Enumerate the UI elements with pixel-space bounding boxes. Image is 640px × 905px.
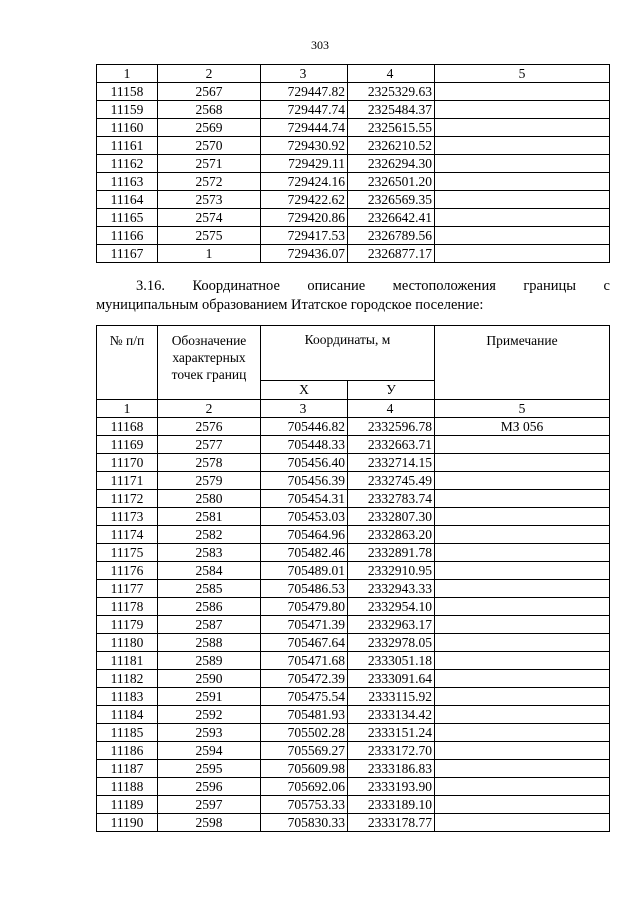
table-cell: 705489.01 — [261, 562, 348, 580]
table-cell — [435, 652, 610, 670]
table-cell: 2569 — [158, 119, 261, 137]
header-note: Примечание — [435, 326, 610, 400]
table-cell: 729417.53 — [261, 227, 348, 245]
table-cell: 11181 — [97, 652, 158, 670]
column-number-cell: 4 — [348, 65, 435, 83]
section-number: 3.16. — [136, 278, 165, 294]
table-cell — [435, 760, 610, 778]
table-cell: 705502.28 — [261, 724, 348, 742]
table-row — [97, 760, 610, 778]
table-cell: 2332863.20 — [348, 526, 435, 544]
table-cell: 2574 — [158, 209, 261, 227]
table-cell: 2332910.95 — [348, 562, 435, 580]
page-number: 303 — [311, 38, 329, 52]
table-cell: 2592 — [158, 706, 261, 724]
table-cell: 11189 — [97, 796, 158, 814]
table-cell: 2332943.33 — [348, 580, 435, 598]
header-y: У — [348, 381, 435, 400]
table-cell: 705454.31 — [261, 490, 348, 508]
table-cell: 11178 — [97, 598, 158, 616]
column-number-cell: 1 — [97, 400, 158, 418]
table-cell: 2325615.55 — [348, 119, 435, 137]
table-cell: 11172 — [97, 490, 158, 508]
table-cell: 2332663.71 — [348, 436, 435, 454]
table-cell: 729422.62 — [261, 191, 348, 209]
table-cell: 705456.40 — [261, 454, 348, 472]
table-cell — [435, 472, 610, 490]
table-cell: 11170 — [97, 454, 158, 472]
table-row — [97, 454, 610, 472]
table-row — [97, 580, 610, 598]
table-row — [97, 598, 610, 616]
table-row — [97, 742, 610, 760]
table-cell — [435, 562, 610, 580]
table-cell: 2332596.78 — [348, 418, 435, 436]
table-row — [97, 526, 610, 544]
table-cell — [435, 724, 610, 742]
header-x: Х — [261, 381, 348, 400]
table-cell — [435, 83, 610, 101]
table-cell: 2567 — [158, 83, 261, 101]
table-cell — [435, 544, 610, 562]
paragraph-word: с — [603, 278, 610, 294]
table-row — [97, 508, 610, 526]
table-cell: 2579 — [158, 472, 261, 490]
table-cell: 11173 — [97, 508, 158, 526]
table-cell: 2583 — [158, 544, 261, 562]
table-cell: 705830.33 — [261, 814, 348, 832]
table-cell: 2333189.10 — [348, 796, 435, 814]
table-cell — [435, 634, 610, 652]
table-cell: 11158 — [97, 83, 158, 101]
table-cell: 2590 — [158, 670, 261, 688]
column-number-cell: 3 — [261, 400, 348, 418]
table-row — [97, 418, 610, 436]
table-cell: 2333178.77 — [348, 814, 435, 832]
table-cell: 729430.92 — [261, 137, 348, 155]
table-cell: 2332745.49 — [348, 472, 435, 490]
table-cell: 11183 — [97, 688, 158, 706]
table-cell — [435, 436, 610, 454]
table-cell — [435, 209, 610, 227]
table-cell: 11186 — [97, 742, 158, 760]
table-cell: 2595 — [158, 760, 261, 778]
table-cell: 2578 — [158, 454, 261, 472]
column-number-row — [97, 65, 610, 83]
table-cell: 705481.93 — [261, 706, 348, 724]
table-cell: 2577 — [158, 436, 261, 454]
table-cell: 705453.03 — [261, 508, 348, 526]
table-cell — [435, 191, 610, 209]
table-cell: 2333186.83 — [348, 760, 435, 778]
table-cell — [435, 616, 610, 634]
table-row — [97, 119, 610, 137]
table-row — [97, 778, 610, 796]
table-cell: 11159 — [97, 101, 158, 119]
table-row — [97, 652, 610, 670]
table-cell: 11185 — [97, 724, 158, 742]
table-cell: 2591 — [158, 688, 261, 706]
table-cell: 11169 — [97, 436, 158, 454]
paragraph-word: Координатное — [192, 278, 280, 294]
column-number-cell: 3 — [261, 65, 348, 83]
table-cell — [435, 814, 610, 832]
table-cell: 2333115.92 — [348, 688, 435, 706]
table-row — [97, 796, 610, 814]
table-cell: 11180 — [97, 634, 158, 652]
table-cell: 2598 — [158, 814, 261, 832]
table-cell: 2332954.10 — [348, 598, 435, 616]
table-cell: 11177 — [97, 580, 158, 598]
table-cell: 2576 — [158, 418, 261, 436]
table-cell: 11165 — [97, 209, 158, 227]
column-number-cell: 2 — [158, 65, 261, 83]
table-cell: 2584 — [158, 562, 261, 580]
table-cell — [435, 173, 610, 191]
table-cell: 11168 — [97, 418, 158, 436]
table-row — [97, 173, 610, 191]
coordinates-table — [96, 325, 610, 832]
table-cell: 729444.74 — [261, 119, 348, 137]
table-cell — [435, 796, 610, 814]
table-cell: 1 — [158, 245, 261, 263]
table-cell: 705471.39 — [261, 616, 348, 634]
table-cell: 705482.46 — [261, 544, 348, 562]
table-cell: 2332963.17 — [348, 616, 435, 634]
table-cell: МЗ 056 — [435, 418, 610, 436]
table-cell — [435, 101, 610, 119]
table-cell — [435, 490, 610, 508]
table-row — [97, 472, 610, 490]
column-number-cell: 2 — [158, 400, 261, 418]
table-cell: 2326569.35 — [348, 191, 435, 209]
table-cell — [435, 155, 610, 173]
table-cell — [435, 706, 610, 724]
table-cell: 11166 — [97, 227, 158, 245]
paragraph-word: границы — [523, 278, 577, 294]
table-cell: 11162 — [97, 155, 158, 173]
table-cell: 2325329.63 — [348, 83, 435, 101]
paragraph-word: местоположения — [392, 278, 496, 294]
table-cell: 2332891.78 — [348, 544, 435, 562]
table-cell: 729436.07 — [261, 245, 348, 263]
table-cell: 705456.39 — [261, 472, 348, 490]
column-number-cell: 4 — [348, 400, 435, 418]
table-cell: 2572 — [158, 173, 261, 191]
table-cell: 11179 — [97, 616, 158, 634]
table-cell: 2333172.70 — [348, 742, 435, 760]
table-cell: 2332978.05 — [348, 634, 435, 652]
table-cell — [435, 742, 610, 760]
column-number-row — [97, 400, 610, 418]
table-cell: 2333134.42 — [348, 706, 435, 724]
header-coordinates: Координаты, м — [261, 326, 435, 381]
table-header — [97, 326, 610, 400]
table-cell: 2597 — [158, 796, 261, 814]
table-cell — [435, 688, 610, 706]
coordinates-table-continued — [96, 64, 610, 263]
table-cell: 729429.11 — [261, 155, 348, 173]
table-cell: 11188 — [97, 778, 158, 796]
table-cell: 2580 — [158, 490, 261, 508]
table-cell: 2332783.74 — [348, 490, 435, 508]
table-cell — [435, 778, 610, 796]
table-cell — [435, 508, 610, 526]
table-cell: 2326501.20 — [348, 173, 435, 191]
table-cell: 11182 — [97, 670, 158, 688]
table-cell: 2586 — [158, 598, 261, 616]
table-cell: 705569.27 — [261, 742, 348, 760]
table-row — [97, 634, 610, 652]
table-cell: 705446.82 — [261, 418, 348, 436]
column-number-cell: 5 — [435, 65, 610, 83]
header-num: № п/п — [97, 326, 158, 400]
table-cell: 2585 — [158, 580, 261, 598]
table-cell: 2587 — [158, 616, 261, 634]
table-cell: 729447.82 — [261, 83, 348, 101]
table-row — [97, 227, 610, 245]
table-row — [97, 191, 610, 209]
paragraph-word: описание — [307, 278, 366, 294]
table-cell: 2596 — [158, 778, 261, 796]
table-row — [97, 83, 610, 101]
table-cell: 2593 — [158, 724, 261, 742]
table-cell: 11161 — [97, 137, 158, 155]
table-cell: 705467.64 — [261, 634, 348, 652]
table-body — [97, 400, 610, 832]
table-cell: 705471.68 — [261, 652, 348, 670]
table-cell: 2326294.30 — [348, 155, 435, 173]
table-cell: 2333193.90 — [348, 778, 435, 796]
table-cell: 705692.06 — [261, 778, 348, 796]
table-cell: 705753.33 — [261, 796, 348, 814]
table-cell: 2333151.24 — [348, 724, 435, 742]
table-cell: 11171 — [97, 472, 158, 490]
table-cell: 729424.16 — [261, 173, 348, 191]
table-cell: 2333091.64 — [348, 670, 435, 688]
column-number-cell: 5 — [435, 400, 610, 418]
table-cell: 705464.96 — [261, 526, 348, 544]
table-cell — [435, 598, 610, 616]
table-cell: 11163 — [97, 173, 158, 191]
table-cell: 705609.98 — [261, 760, 348, 778]
table-cell: 11167 — [97, 245, 158, 263]
table-cell: 2582 — [158, 526, 261, 544]
table-cell — [435, 526, 610, 544]
table-row — [97, 688, 610, 706]
table-cell: 11176 — [97, 562, 158, 580]
paragraph-line-1 — [96, 277, 610, 296]
table-cell — [435, 580, 610, 598]
table-cell: 2326210.52 — [348, 137, 435, 155]
table-cell: 2326789.56 — [348, 227, 435, 245]
table-row — [97, 562, 610, 580]
table-row — [97, 436, 610, 454]
table-row — [97, 490, 610, 508]
table-cell: 2333051.18 — [348, 652, 435, 670]
table-cell — [435, 119, 610, 137]
table-row — [97, 137, 610, 155]
table-cell: 705475.54 — [261, 688, 348, 706]
table-cell: 11160 — [97, 119, 158, 137]
table-cell: 11187 — [97, 760, 158, 778]
table-cell — [435, 454, 610, 472]
table-row — [97, 706, 610, 724]
table-cell: 2332714.15 — [348, 454, 435, 472]
table-cell: 705486.53 — [261, 580, 348, 598]
table-row — [97, 209, 610, 227]
table-cell: 2568 — [158, 101, 261, 119]
table-cell — [435, 670, 610, 688]
table-cell: 2326877.17 — [348, 245, 435, 263]
header-designation: Обозначение характерных точек границ — [158, 326, 261, 400]
table-body — [97, 65, 610, 263]
table-cell — [435, 245, 610, 263]
table-row — [97, 155, 610, 173]
table-cell: 705479.80 — [261, 598, 348, 616]
column-number-cell: 1 — [97, 65, 158, 83]
table-cell: 11175 — [97, 544, 158, 562]
table-cell: 2594 — [158, 742, 261, 760]
table-cell — [435, 227, 610, 245]
table-row — [97, 616, 610, 634]
table-cell: 11184 — [97, 706, 158, 724]
table-cell: 11190 — [97, 814, 158, 832]
table-cell: 2575 — [158, 227, 261, 245]
table-cell: 2588 — [158, 634, 261, 652]
table-cell: 705448.33 — [261, 436, 348, 454]
table-cell: 729420.86 — [261, 209, 348, 227]
table-cell: 2571 — [158, 155, 261, 173]
table-row — [97, 724, 610, 742]
table-cell: 2573 — [158, 191, 261, 209]
table-cell: 2589 — [158, 652, 261, 670]
table-cell — [435, 137, 610, 155]
table-row — [97, 814, 610, 832]
paragraph-line-2: муниципальным образованием Итатское городское поселение: — [96, 297, 484, 313]
table-row — [97, 670, 610, 688]
table-row — [97, 245, 610, 263]
table-cell: 2325484.37 — [348, 101, 435, 119]
table-cell: 2581 — [158, 508, 261, 526]
table-cell: 2326642.41 — [348, 209, 435, 227]
table-cell: 705472.39 — [261, 670, 348, 688]
table-row — [97, 101, 610, 119]
table-cell: 11174 — [97, 526, 158, 544]
table-cell: 729447.74 — [261, 101, 348, 119]
table-row — [97, 544, 610, 562]
section-paragraph — [96, 277, 610, 315]
table-cell: 2570 — [158, 137, 261, 155]
table-cell: 11164 — [97, 191, 158, 209]
table-cell: 2332807.30 — [348, 508, 435, 526]
